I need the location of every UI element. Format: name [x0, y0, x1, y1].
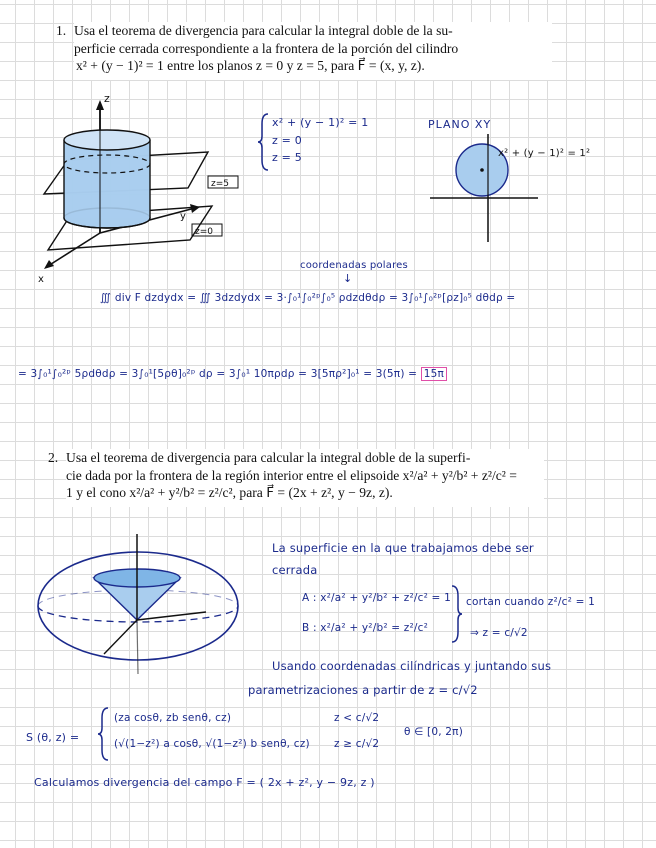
system-eq-3: z = 5: [272, 151, 302, 164]
problem-2-number: 2.: [48, 450, 59, 465]
parametrization-1: (za cosθ, zb senθ, cz): [114, 712, 232, 724]
plane-bottom-label: z=0: [195, 227, 213, 237]
problem-1-line-2: perficie cerrada correspondiente a la frontera de la porción del cilindro: [74, 40, 459, 56]
problem-1-number: 1.: [56, 23, 67, 38]
work1-answer: 15π: [421, 367, 447, 381]
axis-y-label: y: [180, 211, 186, 222]
problem-2-statement: [48, 449, 544, 507]
parametrization-label: S (θ, z) =: [26, 731, 80, 744]
theta-range: θ ∈ [0, 2π): [404, 726, 463, 738]
problem-2-line-2: cie dada por la frontera de la región interior entre el elipsoide x²/a² + y²/b² + z²/c² =: [66, 467, 517, 483]
cylindrical-note-1: Usando coordenadas cilíndricas y juntando sus: [272, 659, 552, 673]
axis-z-label: z: [104, 92, 110, 105]
divergence-line: Calculamos divergencia del campo F = ( 2x + z², y − 9z, z ): [34, 776, 375, 789]
work1-line-2-text: = 3∫₀¹∫₀²ᵖ 5ρdθdρ = 3∫₀¹[5ρθ]₀²ᵖ dρ = 3∫₀¹ 10πρdρ = 3[5πρ²]₀¹ = 3(5π) =: [18, 368, 418, 380]
polar-arrow-icon: ↓: [343, 272, 353, 285]
cylinder-sketch: [30, 88, 240, 288]
system-2-brace: [450, 584, 462, 644]
closed-surface-note-2: cerrada: [272, 563, 318, 577]
parametrization-1-condition: z < c/√2: [334, 712, 380, 724]
parametrization-2: (√(1−z²) a cosθ, √(1−z²) b senθ, cz): [114, 738, 310, 750]
parametrization-brace: [98, 706, 110, 762]
plano-xy-equation: x² + (y − 1)² = 1²: [498, 148, 591, 159]
problem-1-line-1: Usa el teorema de divergencia para calcular la integral doble de la su-: [74, 23, 453, 38]
parametrization-2-condition: z ≥ c/√2: [334, 738, 380, 750]
cut-result: ⇒ z = c/√2: [470, 627, 528, 639]
system-brace: [258, 112, 270, 172]
problem-1-statement: [56, 22, 552, 80]
system-eq-1: x² + (y − 1)² = 1: [272, 116, 369, 129]
plano-xy-title: PLANO XY: [428, 118, 492, 131]
plane-top-label: z=5: [211, 179, 229, 189]
problem-2-line-3: 1 y el cono x²/a² + y²/b² = z²/c², para F⃗ = (2x + z², y − 9z, z).: [66, 485, 393, 500]
work1-line-2: [18, 368, 447, 380]
equation-A: A : x²/a² + y²/b² + z²/c² = 1: [302, 592, 451, 604]
cut-condition: cortan cuando z²/c² = 1: [466, 596, 595, 608]
work1-line-1: ∭ div F dzdydx = ∭ 3dzdydx = 3·∫₀¹∫₀²ᵖ∫₀⁵ ρdzdθdρ = 3∫₀¹∫₀²ᵖ[ρz]₀⁵ dθdρ =: [100, 292, 516, 304]
system-eq-2: z = 0: [272, 134, 302, 147]
equation-B: B : x²/a² + y²/b² = z²/c²: [302, 622, 429, 634]
cylindrical-note-2: parametrizaciones a partir de z = c/√2: [248, 683, 478, 697]
closed-surface-note-1: La superficie en la que trabajamos debe ser: [272, 541, 534, 555]
problem-2-line-1: Usa el teorema de divergencia para calcular la integral doble de la superfi-: [66, 450, 471, 465]
problem-1-line-3: x² + (y − 1)² = 1 entre los planos z = 0 y z = 5, para F⃗ = (x, y, z).: [76, 58, 425, 73]
ellipsoid-cone-sketch: [34, 528, 248, 678]
axis-x-label: x: [38, 274, 44, 285]
polar-coordinates-note: coordenadas polares: [300, 260, 408, 271]
